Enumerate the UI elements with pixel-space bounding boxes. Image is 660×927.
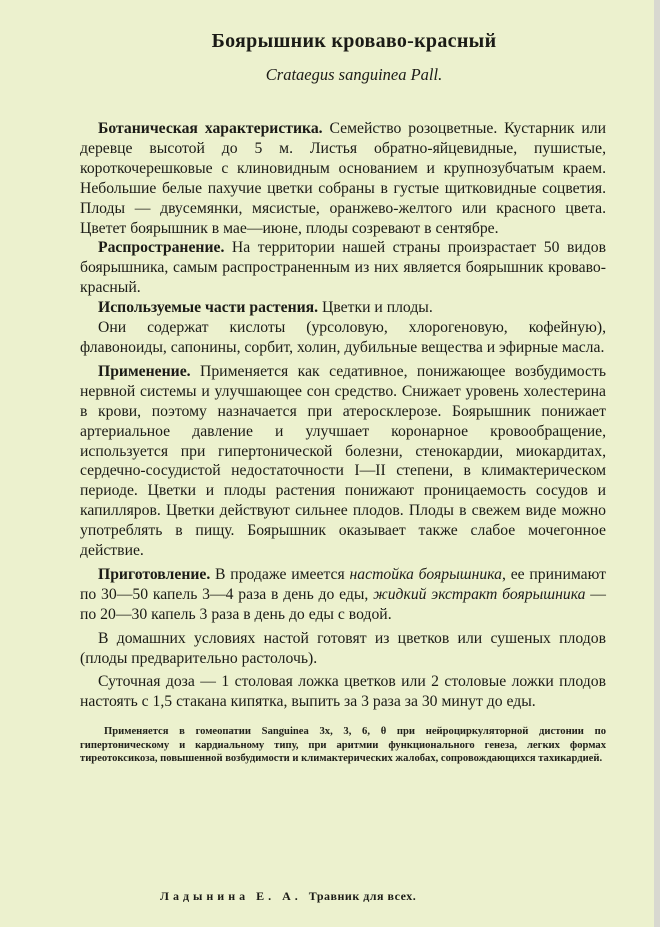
footer-author: Ладынина Е. А. — [160, 889, 302, 903]
parts-paragraph — [80, 298, 606, 318]
article-body — [80, 119, 606, 712]
parts-text: Цветки и плоды. — [318, 299, 433, 317]
page-title: Боярышник кроваво-красный — [211, 30, 497, 52]
daily-dose-paragraph: Суточная доза — 1 столовая ложка цветков или 2 столовые ложки плодов настоять с 1,5 стакана кипятка, выпить за 3 раза за 30 минут до еды. — [80, 673, 606, 711]
latin-name: Crataegus sanguinea Pall. — [265, 65, 443, 84]
tincture-term: настойка боярышника — [349, 565, 503, 583]
distribution-text: На территории нашей страны произрастает 50 видов боярышника, самым распространенным из них является боярышник кроваво-красный. — [80, 239, 606, 297]
contents-paragraph: Они содержат кислоты (урсоловую, хлорогеновую, кофейную), флавоноиды, сапонины, сорбит, холин, дубильные вещества и эфирные масла. — [80, 319, 606, 356]
usage-text: Применяется как седативное, понижающее возбудимость нервной системы и улучшающее сон средство. Снижает уровень холестерина в крови, поэтому назначается при атеросклерозе. Боярышник понижает артериальное давление и улучшает коронарное кровообращение, используется при гипертонической болезни, стенокардии, миокардитах, сердечно-сосудистой недостаточности I—II степени, в климактерическом периоде. Цветки и плоды растения понижают проницаемость сосудов и капилляров. Цветки действуют сильнее плодов. Плоды в свежем виде можно употреблять в пищу. Боярышник оказывает также слабое мочегонное действие. — [80, 362, 606, 560]
preparation-text-2: , ее принимают по 30—50 капель 3—4 раза в день до еды, — [80, 565, 606, 603]
usage-paragraph — [80, 362, 606, 561]
usage-heading: Применение. — [98, 362, 191, 380]
distribution-heading: Распространение. — [98, 239, 225, 257]
footer-book: Травник для всех. — [308, 889, 417, 903]
preparation-text-1: В продаже имеется — [210, 565, 350, 583]
page-edge — [654, 0, 660, 927]
page — [80, 30, 606, 765]
preparation-heading: Приготовление. — [98, 565, 211, 583]
extract-term: жидкий экстракт боярышника — [373, 585, 586, 603]
home-preparation-paragraph: В домашних условиях настой готовят из цветков или сушеных плодов (плоды предварительно растолочь). — [80, 629, 606, 667]
footer — [160, 889, 416, 904]
parts-heading: Используемые части растения. — [98, 299, 319, 317]
distribution-paragraph — [80, 238, 606, 298]
homeopathy-note: Применяется в гомеопатии Sanguinea 3х, 3, 6, θ при нейроциркуляторной дистонии по гипертоническому и кардиальному типу, при аритмии функционального генеза, легких формах тиреотоксикоза, повышенной возбудимости и климактерических жалобах, сопровождающихся тахикардией. — [80, 726, 606, 764]
botany-paragraph — [80, 119, 606, 238]
botany-heading: Ботаническая характеристика. — [98, 120, 323, 137]
preparation-paragraph — [80, 565, 606, 625]
preparation-text-3: — по 20—30 капель 3 раза в день до еды с водой. — [80, 585, 606, 623]
botany-text: Семейство розоцветные. Кустарник или деревце высотой до 5 м. Листья обратно-яйцевидные, пушистые, короткочерешковые с клиновидным основанием и крупнозубчатым краем. Небольшие белые пахучие цветки собраны в густые щитковидные соцветия. Плоды — двусемянки, мясистые, оранжево-желтого или красного цвета. Цветет боярышник в мае—июне, плоды созревают в сентябре. — [80, 120, 606, 237]
